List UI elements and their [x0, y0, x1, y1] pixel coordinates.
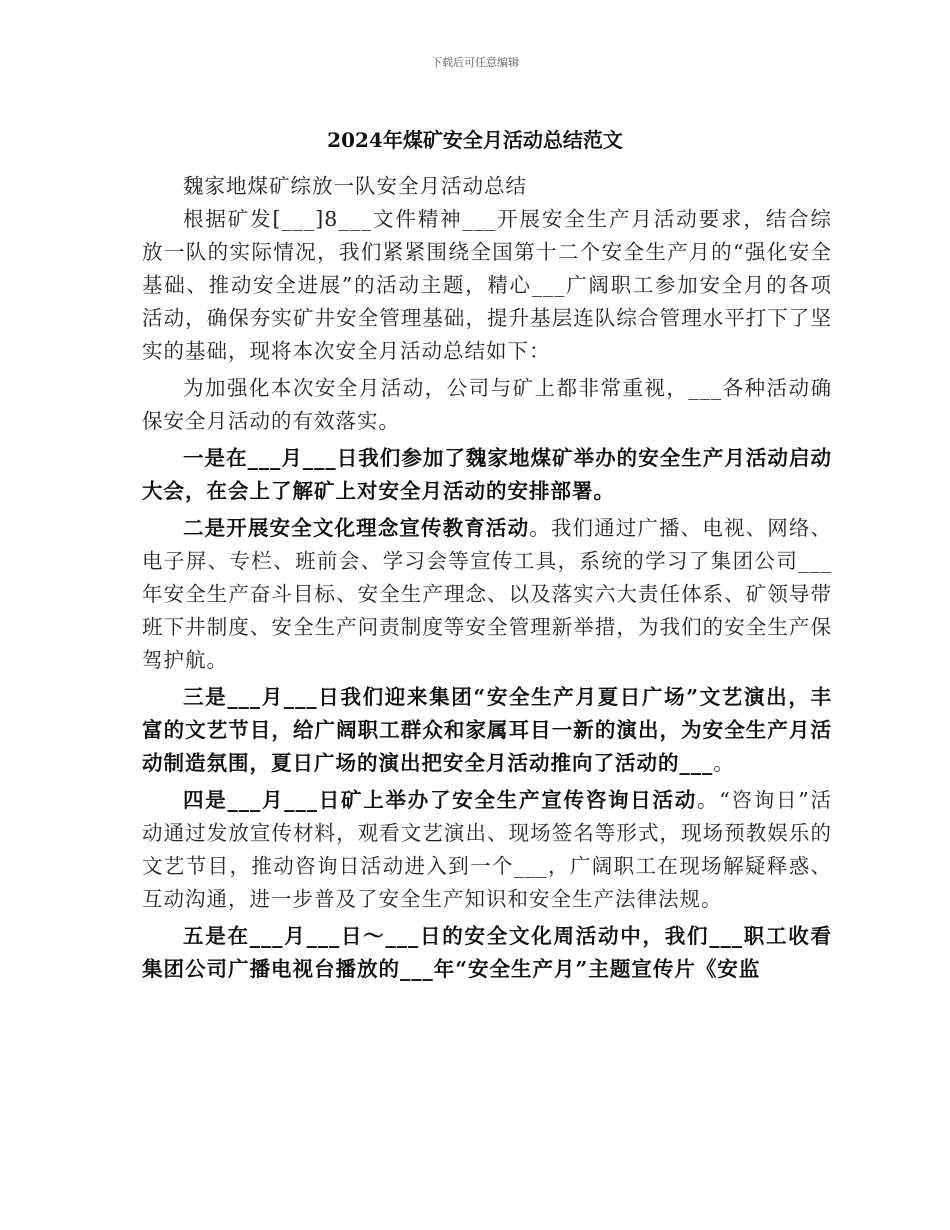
paragraph-4-lead: 二是开展安全文化理念宣传教育活动 — [183, 516, 530, 540]
page-header: 下载后可任意编辑 — [431, 56, 519, 69]
paragraph-5-text: 。 — [713, 751, 735, 775]
paragraph-5-lead: 三是___月___日我们迎来集团“安全生产月夏日广场”文艺演出，丰富的文艺节目，给广阔职工群众和家属耳目一新的演出，为安全生产月活动制造氛围，夏日广场的演出把安全月活动推向了活动的___ — [142, 685, 832, 775]
paragraph-2: 为加强化本次安全月活动，公司与矿上都非常重视，___各种活动确保安全月活动的有效落实。 — [142, 376, 832, 433]
paragraph-6-text: 。“咨询日”活动通过发放宣传材料，观看文艺演出、现场签名等形式，现场预教娱乐的文艺节目，推动咨询日活动进入到一个___，广阔职工在现场解疑释惑、互动沟通，进一步普及了安全生产知识和安全生产法律法规。 — [142, 788, 832, 911]
paragraph-4 — [142, 512, 832, 677]
document-body — [142, 170, 832, 990]
paragraph-3: 一是在___月___日我们参加了魏家地煤矿举办的安全生产月活动启动大会，在会上了解矿上对安全月活动的安排部署。 — [142, 446, 832, 503]
paragraph-5 — [142, 681, 832, 780]
paragraph-4-text: 。我们通过广播、电视、网络、电子屏、专栏、班前会、学习会等宣传工具，系统的学习了集团公司___年安全生产奋斗目标、安全生产理念、以及落实六大责任体系、矿领导带班下井制度、安全生产问责制度等安全管理新举措，为我们的安全生产保驾护航。 — [142, 516, 833, 672]
document-subtitle: 魏家地煤矿综放一队安全月活动总结 — [183, 174, 527, 198]
paragraph-6 — [142, 784, 832, 916]
document-title: 2024年煤矿安全月活动总结范文 — [327, 128, 623, 152]
paragraph-7: 五是在___月___日～___日的安全文化周活动中，我们___职工收看集团公司广播电视台播放的___年“安全生产月”主题宣传片《安监 — [142, 924, 832, 981]
paragraph-6-lead: 四是___月___日矿上举办了安全生产宣传咨询日活动 — [183, 788, 698, 812]
paragraph-1: 根据矿发[___]8___文件精神___开展安全生产月活动要求，结合综放一队的实际情况，我们紧紧围绕全国第十二个安全生产月的“强化安全基础、推动安全进展”的活动主题，精心___广阔职工参加安全月的各项活动，确保夯实矿井安全管理基础，提升基层连队综合管理水平打下了坚实的基础，现将本次安全月活动总结如下： — [142, 207, 832, 363]
